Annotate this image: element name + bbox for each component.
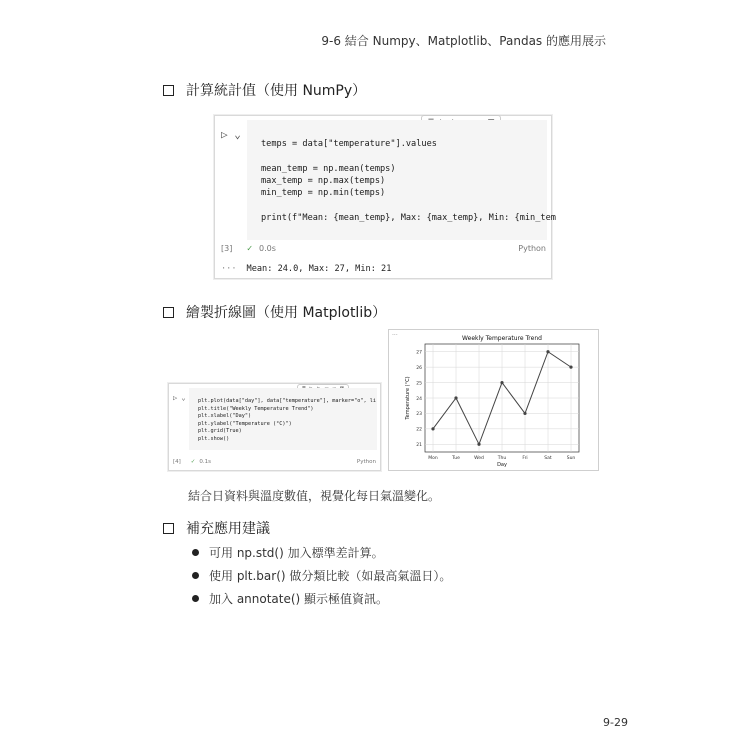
x-tick-label: Thu xyxy=(497,456,507,461)
data-point xyxy=(500,381,503,384)
data-point xyxy=(454,396,457,399)
x-axis-label: Day xyxy=(497,462,507,468)
y-tick-label: 22 xyxy=(416,427,422,433)
bullet-dot-icon xyxy=(192,549,199,556)
run-cell-icon[interactable]: ▷ ⌄ xyxy=(173,394,186,402)
run-cell-icon[interactable]: ▷ ⌄ xyxy=(221,128,241,141)
cell-output xyxy=(221,264,391,274)
notebook-cell-matplotlib[interactable] xyxy=(168,383,381,471)
y-tick-label: 23 xyxy=(416,412,422,418)
y-tick-label: 27 xyxy=(416,350,422,356)
bullet-dot-icon xyxy=(192,595,199,602)
output-marker: ··· xyxy=(221,264,237,274)
caption: 結合日資料與溫度數值，視覺化每日氣溫變化。 xyxy=(188,489,441,503)
data-point xyxy=(477,443,480,446)
line-chart xyxy=(389,330,598,470)
section-matplotlib xyxy=(163,302,386,322)
code-block: plt.plot(data["day"], data["temperature"], marker="o", li plt.title("Weekly Temperature Trend") plt.xlabel("Day") plt.ylabel("Temperature (°C)") plt.grid(True) plt.show() xyxy=(198,398,377,442)
y-axis-label: Temperature (°C) xyxy=(405,376,411,420)
x-tick-label: Mon xyxy=(428,456,438,461)
y-tick-label: 25 xyxy=(416,381,422,387)
output-text: Mean: 24.0, Max: 27, Min: 21 xyxy=(246,264,392,274)
data-point xyxy=(569,366,572,369)
section-title: 補充應用建議 xyxy=(186,521,270,537)
data-point xyxy=(546,350,549,353)
list-item-text: 可用 np.std() 加入標準差計算。 xyxy=(209,546,384,560)
section-statistics xyxy=(163,80,366,100)
list-item-text: 加入 annotate() 顯示極值資訊。 xyxy=(209,592,389,606)
data-point xyxy=(431,427,434,430)
list-item xyxy=(192,567,451,584)
code-editor[interactable] xyxy=(247,120,556,240)
x-tick-label: Fri xyxy=(522,456,528,461)
code-editor[interactable] xyxy=(189,388,377,450)
kernel-lang: Python xyxy=(356,459,376,465)
list-item xyxy=(192,544,384,561)
page-number: 9-29 xyxy=(603,716,628,729)
check-icon: ✓ xyxy=(246,244,254,253)
list-item-text: 使用 plt.bar() 做分類比較（如最高氣溫日）。 xyxy=(209,569,452,583)
section-title: 計算統計值（使用 NumPy） xyxy=(186,83,367,99)
checkbox-bullet-icon xyxy=(163,523,174,534)
chart-menu-icon: ··· xyxy=(392,332,398,339)
y-tick-label: 26 xyxy=(416,365,422,371)
cell-status-bar xyxy=(221,244,546,253)
x-tick-label: Tue xyxy=(452,456,460,461)
kernel-lang: Python xyxy=(518,244,546,253)
section-suggestions xyxy=(163,518,270,538)
exec-count: [4] xyxy=(173,459,181,465)
checkbox-bullet-icon xyxy=(163,307,174,318)
chart-output xyxy=(388,329,599,471)
exec-time: 0.1s xyxy=(199,459,212,465)
y-tick-label: 24 xyxy=(416,396,422,402)
exec-time: 0.0s xyxy=(259,244,276,253)
code-block: temps = data["temperature"].values mean_temp = np.mean(temps) max_temp = np.max(temps) min_temp = np.min(temps) print(f"Mean: {mean_temp}, Max: {max_temp}, Min: {min_tem xyxy=(261,139,556,223)
cell-status-bar xyxy=(173,459,376,465)
check-icon: ✓ xyxy=(190,459,196,465)
list-item xyxy=(192,590,388,607)
chart-title: Weekly Temperature Trend xyxy=(462,335,542,342)
data-point xyxy=(523,412,526,415)
exec-count: [3] xyxy=(221,244,233,253)
checkbox-bullet-icon xyxy=(163,85,174,96)
x-tick-label: Wed xyxy=(474,456,484,461)
x-tick-label: Sun xyxy=(566,456,576,461)
x-tick-label: Sat xyxy=(544,456,552,461)
page-header: 9-6 結合 Numpy、Matplotlib、Pandas 的應用展示 xyxy=(321,34,606,48)
section-title: 繪製折線圖（使用 Matplotlib） xyxy=(186,305,387,321)
y-tick-label: 21 xyxy=(416,443,422,449)
notebook-cell-numpy[interactable] xyxy=(214,115,556,279)
bullet-dot-icon xyxy=(192,572,199,579)
